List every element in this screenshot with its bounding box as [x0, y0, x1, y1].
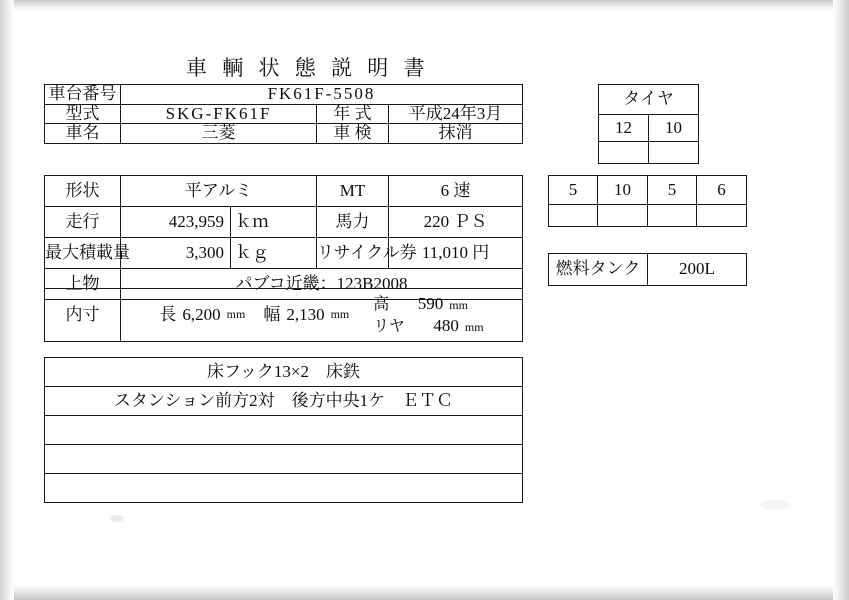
inner-size-values [121, 289, 523, 342]
inner-length-label: 長 [159, 304, 177, 324]
paper-smudge [760, 500, 790, 510]
table-row [549, 205, 747, 227]
table-row [45, 445, 523, 474]
horsepower-label: 馬力 [317, 207, 389, 238]
inner-width-unit: mm [330, 307, 350, 322]
body-shape-label: 形状 [45, 176, 121, 207]
paper-smudge [110, 515, 124, 522]
model-code-value: SKG-FK61F [121, 104, 317, 124]
table-row [599, 142, 699, 164]
inner-rear-value: 480 [433, 316, 459, 335]
table-row [45, 358, 523, 387]
mileage-value: 423,959 [121, 207, 231, 238]
tire-front-size: 12 [599, 115, 649, 142]
table-row [45, 176, 523, 207]
inner-dimensions-table [44, 288, 523, 342]
model-year-value: 平成24年3月 [389, 104, 523, 124]
note-line-2: スタンション前方2対 後方中央1ケ ＥＴＣ [45, 387, 523, 416]
tire-blank-2 [649, 142, 699, 164]
tire-header: タイヤ [599, 85, 699, 115]
page-title: 車 輌 状 態 説 明 書 [186, 56, 430, 80]
mileage-label: 走行 [45, 207, 121, 238]
body-shape-value: 平アルミ [121, 176, 317, 207]
inspection-label: 車 検 [317, 124, 389, 144]
vehicle-name-value: 三菱 [121, 124, 317, 144]
table-row [45, 85, 523, 105]
table-row [549, 176, 747, 205]
tire-rear-size: 10 [649, 115, 699, 142]
inner-length-value: 6,200 [182, 304, 221, 324]
mileage-unit: ｋｍ [231, 207, 317, 238]
chassis-number-value: FK61F-5508 [121, 85, 523, 105]
axle-value-3: 5 [648, 176, 697, 205]
inner-width-label: 幅 [263, 304, 281, 324]
notes-table [44, 357, 523, 503]
table-row [599, 115, 699, 142]
scan-edge-left [0, 0, 14, 600]
scan-edge-right [833, 0, 849, 600]
axle-values-table [548, 175, 747, 227]
table-row [45, 104, 523, 124]
note-line-1: 床フック13×2 床鉄 [45, 358, 523, 387]
max-load-value: 3,300 [121, 238, 231, 269]
max-load-label: 最大積載量 [45, 238, 121, 269]
axle-value-1: 5 [549, 176, 598, 205]
table-row [45, 289, 523, 342]
note-line-3 [45, 416, 523, 445]
vehicle-identification-table [44, 84, 523, 144]
max-load-unit: ｋｇ [231, 238, 317, 269]
table-row [45, 207, 523, 238]
axle-value-2: 10 [598, 176, 648, 205]
inner-width-value: 2,130 [286, 304, 325, 324]
recycle-ticket-value: 11,010 円 [389, 238, 523, 269]
tire-table [598, 84, 699, 164]
model-code-label: 型式 [45, 104, 121, 124]
axle-blank-1 [549, 205, 598, 227]
table-row [45, 474, 523, 503]
horsepower-value: 220 ＰＳ [389, 207, 523, 238]
inner-rear-unit: mm [464, 320, 484, 334]
inner-height-unit: mm [449, 298, 468, 312]
inner-rear-label: リヤ [373, 318, 405, 335]
fuel-tank-label: 燃料タンク [549, 254, 648, 286]
axle-blank-3 [648, 205, 697, 227]
fuel-tank-table [548, 253, 747, 286]
transmission-label: MT [317, 176, 389, 207]
transmission-value: 6 速 [389, 176, 523, 207]
vehicle-spec-table [44, 175, 523, 300]
axle-value-4: 6 [697, 176, 747, 205]
inner-length-unit: mm [226, 307, 246, 322]
table-row [45, 124, 523, 144]
scan-edge-top [0, 0, 849, 12]
inner-height-value: 590 [417, 294, 444, 313]
note-line-5 [45, 474, 523, 503]
table-row [45, 416, 523, 445]
table-row [45, 387, 523, 416]
vehicle-name-label: 車名 [45, 124, 121, 144]
table-row [549, 254, 747, 286]
inner-height-label: 高 [373, 296, 390, 313]
scan-edge-bottom [0, 584, 849, 600]
chassis-number-label: 車台番号 [45, 85, 121, 105]
table-row [45, 238, 523, 269]
inspection-value: 抹消 [389, 124, 523, 144]
tire-blank-1 [599, 142, 649, 164]
body-maker-label: 上物 [45, 269, 121, 300]
note-line-4 [45, 445, 523, 474]
inner-size-label: 内寸 [45, 289, 121, 342]
body-maker-value: パブコ近畿：123B2008 [121, 269, 523, 300]
model-year-label: 年 式 [317, 104, 389, 124]
table-row [599, 85, 699, 115]
recycle-ticket-label: リサイクル券 [317, 238, 389, 269]
axle-blank-2 [598, 205, 648, 227]
axle-blank-4 [697, 205, 747, 227]
fuel-tank-value: 200L [648, 254, 747, 286]
